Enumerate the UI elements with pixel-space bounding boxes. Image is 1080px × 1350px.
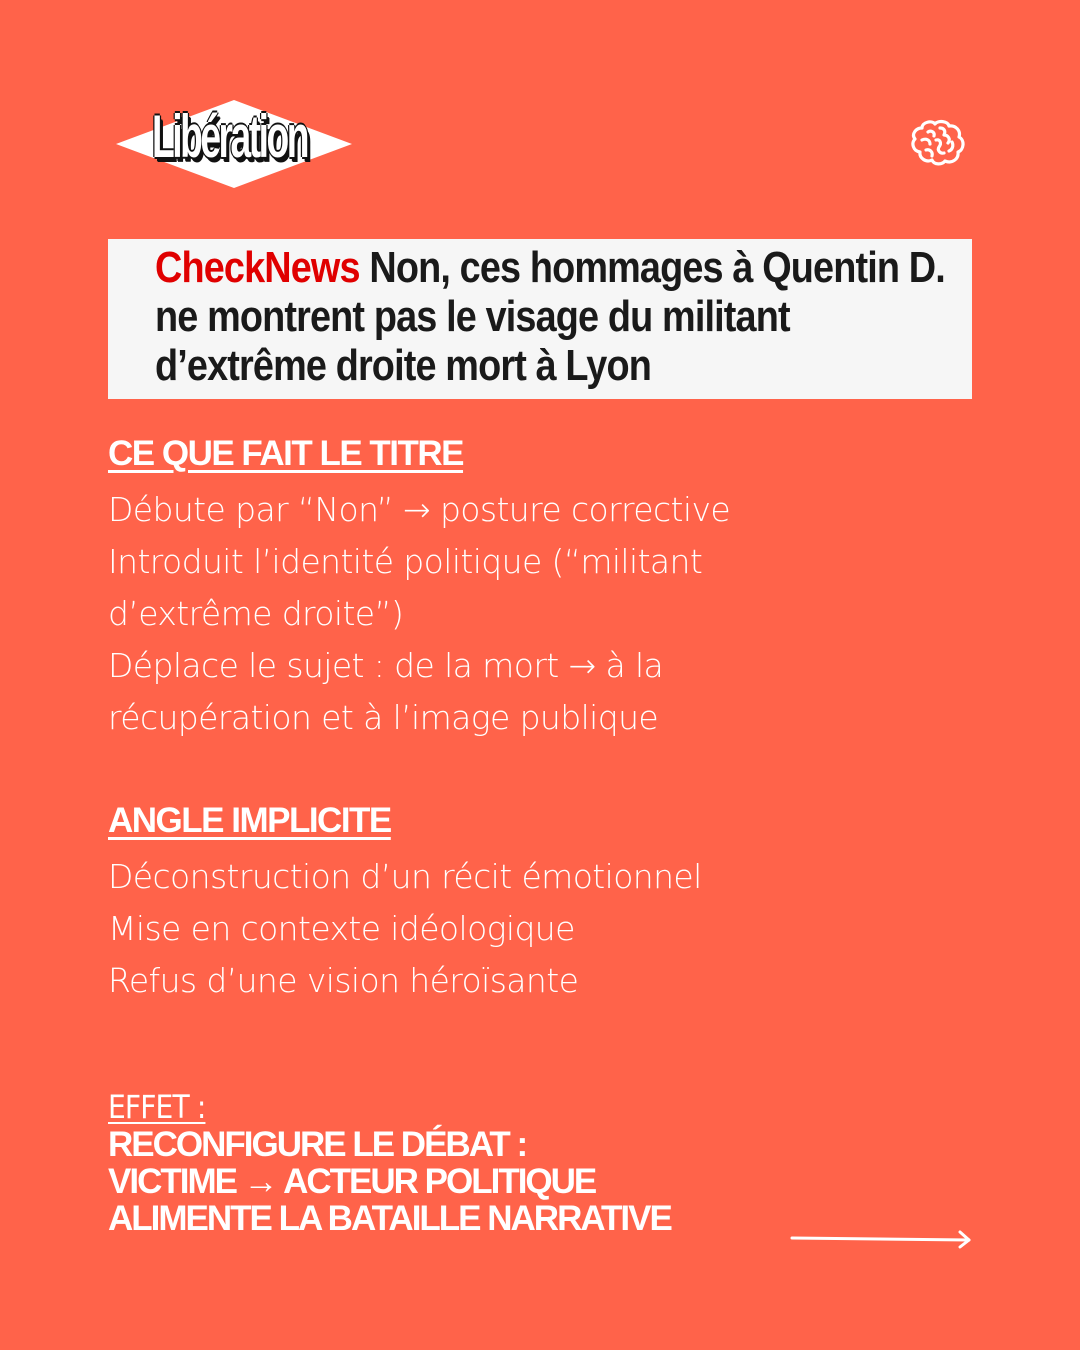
checknews-kicker: CheckNews — [155, 243, 360, 292]
section-angle-implicite — [108, 801, 968, 1007]
headline-card — [108, 239, 972, 399]
effect-section — [108, 1088, 808, 1237]
effect-label: EFFET : — [108, 1088, 206, 1126]
effect-line: ALIMENTE LA BATAILLE NARRATIVE — [108, 1199, 671, 1238]
section-line: Déplace le sujet : de la mort → à la — [108, 646, 664, 685]
section-lines — [108, 851, 968, 1007]
section-line: Déconstruction d’un récit émotionnel — [108, 857, 702, 896]
arrow-right-icon[interactable] — [790, 1228, 974, 1250]
section-line: d’extrême droite”) — [108, 594, 404, 633]
logo-wordmark: Libération — [152, 103, 308, 170]
section-ce-que-fait-le-titre — [108, 434, 968, 744]
section-line: Débute par “Non” → posture corrective — [108, 490, 731, 529]
effect-line: RECONFIGURE LE DÉBAT : — [108, 1125, 527, 1164]
section-title: ANGLE IMPLICITE — [108, 801, 391, 840]
liberation-logo — [116, 100, 352, 188]
section-lines — [108, 484, 968, 744]
article-headline — [155, 243, 955, 390]
section-line: Refus d’une vision héroïsante — [108, 961, 579, 1000]
effect-lines — [108, 1126, 808, 1237]
brain-icon — [908, 118, 966, 166]
effect-line: VICTIME → ACTEUR POLITIQUE — [108, 1162, 596, 1201]
section-line: Mise en contexte idéologique — [108, 909, 575, 948]
section-line: récupération et à l’image publique — [108, 698, 659, 737]
headline-text: Non, ces hommages à Quentin D. ne montrent pas le visage du militant d’extrême droite mort à Lyon — [155, 243, 945, 390]
section-line: Introduit l’identité politique (“militant — [108, 542, 703, 581]
section-title: CE QUE FAIT LE TITRE — [108, 434, 464, 473]
